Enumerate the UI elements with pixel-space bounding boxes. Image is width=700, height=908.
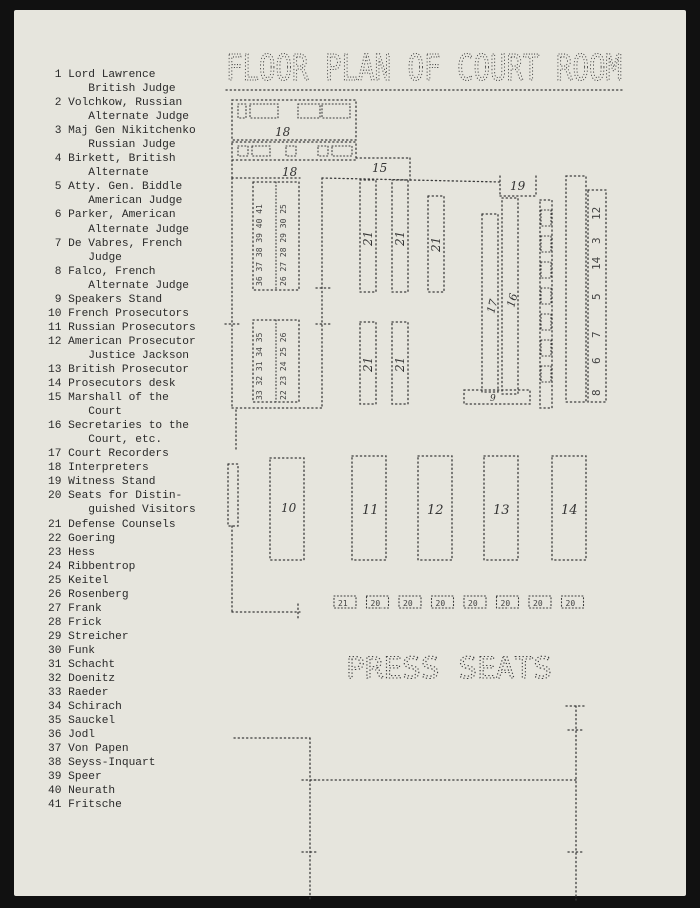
legend-number: 17 (48, 448, 62, 461)
legend-text: Schirach (68, 701, 122, 714)
legend-number: 33 (48, 687, 62, 700)
legend-text: Speer (68, 771, 102, 784)
legend-number: 16 (48, 420, 62, 433)
defense-counsel-number-4: 21 (361, 356, 375, 372)
legend-number: 21 (48, 518, 62, 531)
defense-counsel-number-5: 21 (393, 356, 407, 372)
legend-text: Speakers Stand (68, 293, 163, 306)
legend-text: Lord Lawrence (68, 69, 156, 81)
visitor-seat-number: 20 (370, 599, 381, 608)
legend-text-continued: Alternate Judge (88, 223, 190, 236)
legend-number: 27 (48, 602, 62, 615)
defense-counsel-number-3: 21 (429, 236, 443, 252)
legend-number: 22 (48, 532, 62, 545)
visitor-seat-number: 20 (435, 599, 446, 608)
judge-seat-2: 3 (590, 237, 603, 244)
legend-text: Neurath (68, 785, 116, 798)
legend-number: 38 (48, 757, 62, 770)
legend-number: 1 (54, 69, 62, 81)
british-prosecutor-number: 13 (493, 503, 510, 518)
secretaries-number: 16 (504, 291, 521, 309)
legend-text: Raeder (68, 687, 109, 700)
legend-text: Prosecutors desk (68, 378, 176, 391)
legend-text: Goering (68, 532, 116, 545)
recorders-number: 17 (484, 297, 501, 315)
bottom-walls (234, 706, 586, 900)
legend-number: 2 (54, 97, 62, 110)
judge-seat-3: 14 (590, 256, 603, 270)
legend-text-continued: Court, etc. (88, 434, 163, 447)
legend-text: Falco, French (68, 265, 156, 278)
legend-text: Marshall of the (68, 392, 169, 405)
prosecutors-desk-number: 14 (561, 503, 578, 518)
defense-counsel-number-1: 21 (361, 230, 375, 246)
legend-text-continued: Alternate Judge (88, 279, 190, 292)
legend-number: 18 (48, 462, 62, 475)
legend-text: Keitel (68, 574, 109, 587)
legend-number: 3 (54, 125, 62, 138)
legend-number: 10 (48, 307, 62, 320)
legend-number: 9 (54, 293, 62, 306)
legend-text: Doenitz (68, 673, 116, 686)
legend-number: 8 (54, 265, 62, 278)
french-prosecutors-number: 10 (281, 501, 297, 515)
legend-text: Sauckel (68, 715, 116, 728)
legend-text: Maj Gen Nikitchenko (68, 125, 196, 138)
speakers-number: 9 (490, 394, 496, 404)
dock-row-upper (253, 182, 299, 290)
legend-text: De Vabres, French (68, 237, 183, 250)
russian-prosecutors-number: 11 (362, 503, 379, 518)
legend-text: Rosenberg (68, 588, 129, 601)
legend-text: Von Papen (68, 743, 129, 756)
witness-number: 19 (510, 179, 526, 193)
recorders-secretaries (464, 198, 530, 404)
press-seats-label: PRESS SEATS (346, 651, 552, 685)
judge-seat-4: 5 (590, 293, 603, 300)
legend-text-continued: guished Visitors (88, 504, 196, 517)
visitor-seat-number: 20 (500, 599, 511, 608)
legend-text: Interpreters (68, 462, 149, 475)
legend-number: 20 (48, 490, 62, 503)
interpreters-number: 18 (275, 125, 291, 139)
legend-text: Schacht (68, 658, 116, 671)
legend-text-continued: Alternate (88, 167, 149, 180)
legend-number: 30 (48, 644, 62, 657)
visitor-seat-number: 20 (565, 599, 576, 608)
legend-number: 34 (48, 701, 62, 714)
legend-text: Frick (68, 616, 102, 629)
legend-number: 25 (48, 574, 62, 587)
legend-number: 29 (48, 630, 62, 643)
legend-number: 4 (54, 153, 62, 166)
witness-stand (500, 176, 536, 196)
svg-text:26 27 28 29 30 25: 26 27 28 29 30 25 (279, 204, 288, 286)
legend-text: Ribbentrop (68, 560, 136, 573)
svg-text:33 32 31 34 35: 33 32 31 34 35 (255, 332, 264, 400)
legend-text-continued: Russian Judge (88, 139, 176, 152)
visitor-seat-number: 20 (468, 599, 478, 608)
legend-number: 26 (48, 588, 62, 601)
legend-text-continued: Justice Jackson (88, 349, 190, 362)
legend-number: 39 (48, 771, 62, 784)
legend-text-continued: British Judge (88, 83, 176, 96)
legend-number: 28 (48, 616, 62, 629)
legend-text: Witness Stand (68, 476, 156, 489)
american-prosecutor-number: 12 (427, 503, 444, 518)
judge-seat-7: 8 (590, 389, 603, 396)
legend-text: Funk (68, 644, 95, 657)
legend-number: 36 (48, 729, 62, 742)
legend-number: 7 (54, 237, 62, 250)
legend-number: 11 (48, 321, 62, 334)
legend-number: 40 (48, 785, 62, 798)
legend-number: 32 (48, 673, 62, 686)
legend-text: Seyss-Inquart (68, 757, 156, 770)
visitor-seat-number: 20 (533, 599, 543, 608)
legend-text-continued: Court (88, 406, 122, 419)
interpreters-booth (232, 100, 356, 179)
legend-text: Fritsche (68, 799, 122, 812)
legend-text: Hess (68, 546, 95, 559)
legend-text: Secretaries to the (68, 420, 189, 433)
dock-row-lower (253, 320, 299, 402)
legend-text: Atty. Gen. Biddle (68, 181, 183, 194)
legend-number: 24 (48, 560, 62, 573)
legend-number: 19 (48, 476, 62, 489)
svg-text:36 37 38 39 40 41: 36 37 38 39 40 41 (255, 204, 264, 286)
judges-bench (540, 176, 606, 408)
dock-enclosure (225, 178, 500, 408)
legend-text-continued: Judge (88, 251, 122, 264)
legend-text: Court Recorders (68, 448, 169, 461)
judge-seat-6: 6 (590, 357, 603, 364)
legend-text: Seats for Distin- (68, 490, 183, 503)
legend-number: 6 (54, 209, 62, 222)
legend-text: Russian Prosecutors (68, 321, 196, 334)
legend-number: 35 (48, 715, 62, 728)
legend-number: 31 (48, 658, 62, 671)
legend-text: Streicher (68, 630, 129, 643)
legend-text-continued: Alternate Judge (88, 111, 190, 124)
interpreters-number-2: 18 (282, 165, 298, 179)
legend-text: Defense Counsels (68, 518, 176, 531)
svg-text:22 23 24 25 26: 22 23 24 25 26 (279, 332, 288, 400)
legend-number: 15 (48, 392, 62, 405)
legend-number: 23 (48, 546, 62, 559)
legend-text: French Prosecutors (68, 307, 189, 320)
defense-counsel-number-2: 21 (393, 230, 407, 246)
marshall-number: 15 (372, 161, 388, 175)
legend-number: 37 (48, 743, 62, 756)
legend-number: 12 (48, 335, 62, 348)
legend-text: American Prosecutor (68, 335, 196, 348)
visitor-seat-number: 21 (338, 599, 348, 608)
legend-text: British Prosecutor (68, 363, 189, 376)
judge-seat-5: 7 (590, 331, 603, 338)
legend-text: Frank (68, 602, 102, 615)
legend-number: 13 (48, 363, 62, 376)
judge-seat-1: 12 (590, 206, 603, 220)
legend-number: 14 (48, 378, 62, 391)
legend-text: Birkett, British (68, 153, 176, 166)
legend-text: Jodl (68, 729, 95, 742)
visitor-seats-row (334, 596, 584, 608)
legend-text: Parker, American (68, 209, 176, 222)
legend-number: 5 (54, 181, 62, 194)
legend-text-continued: American Judge (88, 195, 183, 208)
legend-text: Volchkow, Russian (68, 97, 183, 110)
prosecutor-tables (270, 456, 586, 560)
plan-title: FLOOR PLAN OF COURT ROOM (226, 48, 622, 89)
visitor-seat-number: 20 (403, 599, 413, 608)
defense-counsel-tables (360, 180, 444, 404)
legend-number: 41 (48, 799, 62, 812)
